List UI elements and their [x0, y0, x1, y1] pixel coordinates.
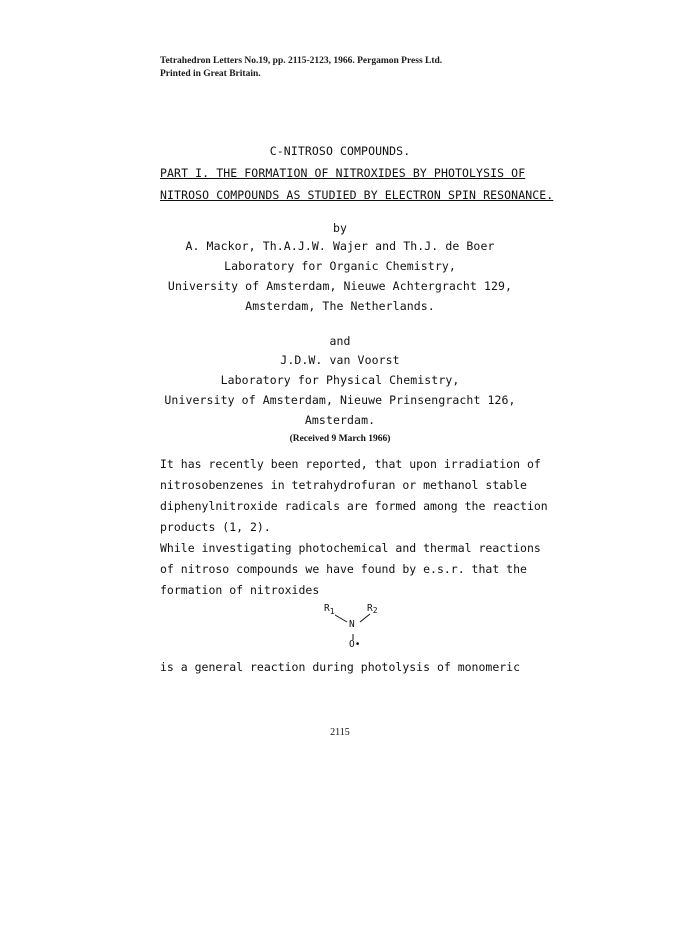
r1-label: $R_1$: [324, 603, 335, 616]
body-line: It has recently been reported, that upon irradiation of: [160, 457, 541, 471]
page-number: 2115: [330, 727, 350, 738]
by-label: by: [332, 221, 348, 235]
authors-first-group: A. Mackor, Th.A.J.W. Wajer and Th.J. de Boer: [185, 239, 495, 253]
affiliation-university-1: University of Amsterdam, Nieuwe Achtergracht 129,: [167, 279, 513, 293]
authors-second-group: J.D.W. van Voorst: [280, 353, 400, 367]
body-line: of nitroso compounds we have found by e.s.r. that the: [160, 562, 527, 576]
paper-subtitle-line2: [160, 188, 553, 202]
r2-label: $R^2$: [367, 603, 378, 615]
paper-title: C-NITROSO COMPOUNDS.: [269, 144, 411, 158]
oxygen-radical: O•: [349, 639, 361, 650]
received-date: (Received 9 March 1966): [289, 434, 391, 444]
affiliation-city-2: Amsterdam.: [304, 413, 376, 427]
nitrogen-atom: N: [349, 619, 355, 630]
body-line: While investigating photochemical and thermal reactions: [160, 541, 541, 555]
paper-subtitle-line1: [160, 166, 525, 180]
printed-in: Printed in Great Britain.: [160, 69, 261, 79]
body-line: is a general reaction during photolysis of monomeric: [160, 660, 521, 674]
subtitle-text-1: PART I. THE FORMATION OF NITROXIDES BY PHOTOLYSIS OF: [160, 166, 526, 180]
body-line: formation of nitroxides: [160, 583, 320, 597]
affiliation-university-2: University of Amsterdam, Nieuwe Prinsengracht 126,: [164, 393, 516, 407]
body-line: products (1, 2).: [160, 520, 271, 534]
body-line: nitrosobenzenes in tetrahydrofuran or methanol stable: [160, 478, 527, 492]
subtitle-text-2: NITROSO COMPOUNDS AS STUDIED BY ELECTRON SPIN RESONANCE.: [160, 188, 554, 202]
affiliation-city-1: Amsterdam, The Netherlands.: [245, 299, 435, 313]
affiliation-lab-organic: Laboratory for Organic Chemistry,: [224, 259, 456, 273]
journal-citation: Tetrahedron Letters No.19, pp. 2115-2123, 1966. Pergamon Press Ltd.: [160, 56, 443, 66]
affiliation-lab-physical: Laboratory for Physical Chemistry,: [220, 373, 460, 387]
body-line: diphenylnitroxide radicals are formed among the reaction: [160, 499, 548, 513]
and-label: and: [329, 334, 351, 348]
